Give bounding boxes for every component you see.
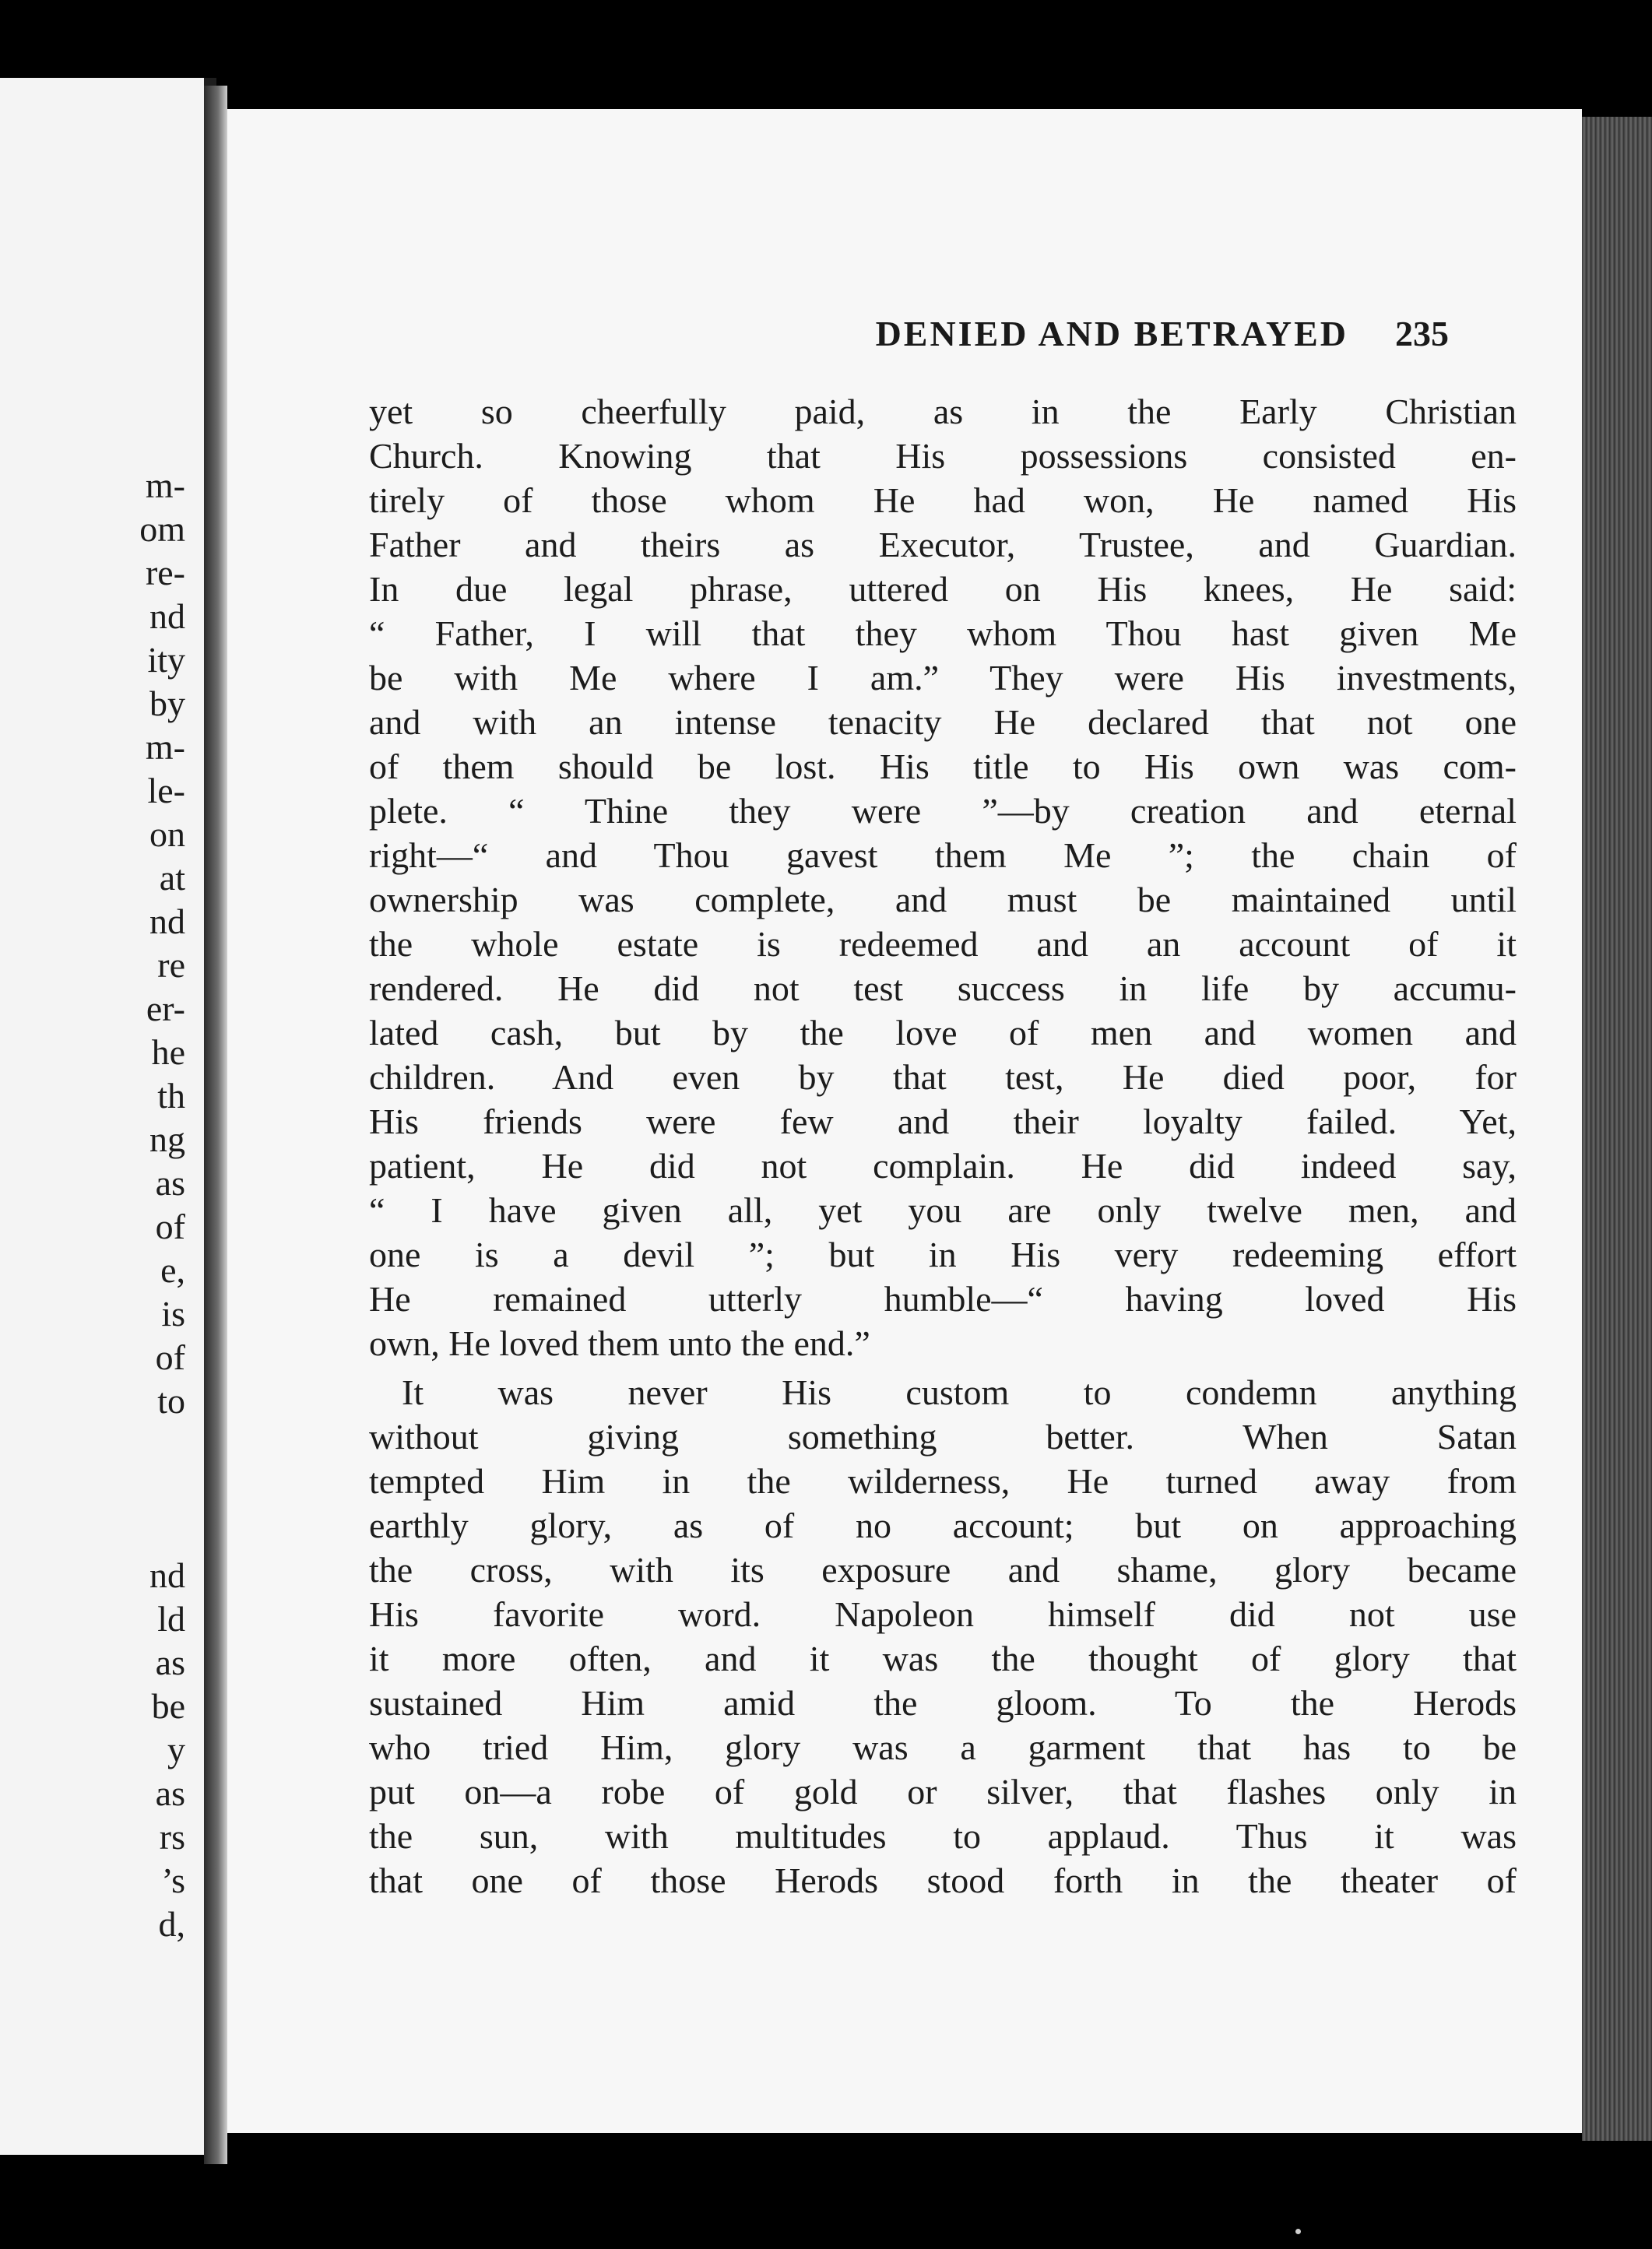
text-line: own, He loved them unto the end.” [369, 1323, 870, 1363]
previous-page-fragment: as [155, 1643, 185, 1682]
text-line: be with Me where I am.” They were His investments, [369, 658, 1517, 698]
previous-page-fragment: d, [158, 1904, 185, 1944]
previous-page-fragment: er- [146, 989, 185, 1028]
previous-page-fragment: be [151, 1686, 185, 1726]
previous-page-fragment: as [155, 1773, 185, 1813]
previous-page-fragment: ity [147, 640, 185, 680]
running-head: DENIED AND BETRAYED [875, 314, 1348, 353]
text-line: children. And even by that test, He died poor, for [369, 1057, 1517, 1097]
previous-page-fragment: m- [145, 727, 185, 767]
text-line: In due legal phrase, uttered on His knees, He said: [369, 569, 1517, 609]
previous-page-fragment: to [157, 1381, 185, 1421]
book-gutter-shadow [204, 86, 227, 2164]
previous-page-fragment: ’s [161, 1861, 185, 1900]
text-line: Church. Knowing that His possessions consisted en- [369, 436, 1517, 476]
text-line: tempted Him in the wilderness, He turned away from [369, 1461, 1517, 1501]
previous-page-fragment: re- [145, 553, 185, 592]
text-line: the whole estate is redeemed and an account of it [369, 924, 1517, 964]
previous-page-fragment: re [157, 945, 185, 985]
previous-page-fragment: as [155, 1163, 185, 1203]
text-line: plete. “ Thine they were ”—by creation and eternal [369, 791, 1517, 831]
text-line: rendered. He did not test success in life by accumu- [369, 968, 1517, 1008]
previous-page-fragment: nd [149, 901, 185, 941]
previous-page-fragment: is [161, 1294, 185, 1334]
text-line: who tried Him, glory was a garment that has to be [369, 1727, 1517, 1767]
text-line: without giving something better. When Satan [369, 1417, 1517, 1457]
page-number: 235 [1395, 314, 1449, 353]
text-line: lated cash, but by the love of men and women and [369, 1013, 1517, 1052]
page-edges [1582, 117, 1652, 2141]
previous-page-fragment: th [157, 1076, 185, 1116]
previous-page-fragment: om [139, 509, 185, 549]
text-line: one is a devil ”; but in His very redeeming effort [369, 1235, 1517, 1274]
text-line: of them should be lost. His title to His own was com- [369, 747, 1517, 786]
previous-page-fragment: at [159, 858, 185, 898]
scan-speck [1295, 2229, 1301, 2234]
text-line: His favorite word. Napoleon himself did not use [369, 1594, 1517, 1634]
previous-page-fragment: of [155, 1207, 185, 1246]
previous-page-fragment: nd [149, 1555, 185, 1595]
text-line: it more often, and it was the thought of glory that [369, 1639, 1517, 1678]
text-line: Father and theirs as Executor, Trustee, and Guardian. [369, 525, 1517, 564]
previous-page [0, 78, 216, 2155]
previous-page-fragment: e, [160, 1250, 185, 1290]
book-page [227, 109, 1582, 2133]
text-line: ownership was complete, and must be maintained until [369, 880, 1517, 919]
previous-page-fragment: ld [157, 1599, 185, 1639]
previous-page-fragment: he [151, 1032, 185, 1072]
text-line: and with an intense tenacity He declared that not one [369, 702, 1517, 742]
text-line: put on—a robe of gold or silver, that flashes only in [369, 1772, 1517, 1811]
previous-page-fragment: rs [159, 1817, 185, 1857]
text-line: earthly glory, as of no account; but on approaching [369, 1506, 1517, 1545]
text-line: yet so cheerfully paid, as in the Early Christian [369, 392, 1517, 431]
text-line: It was never His custom to condemn anything [402, 1372, 1517, 1412]
text-line: sustained Him amid the gloom. To the Herods [369, 1683, 1517, 1723]
text-line: His friends were few and their loyalty failed. Yet, [369, 1102, 1517, 1141]
text-line: that one of those Herods stood forth in the theater of [369, 1861, 1517, 1900]
previous-page-fragment: y [167, 1730, 185, 1769]
previous-page-fragment: m- [145, 466, 185, 505]
text-line: the cross, with its exposure and shame, glory became [369, 1550, 1517, 1590]
text-line: patient, He did not complain. He did indeed say, [369, 1146, 1517, 1186]
previous-page-fragment: on [149, 814, 185, 854]
text-line: He remained utterly humble—“ having loved His [369, 1279, 1517, 1319]
previous-page-fragment: of [155, 1337, 185, 1377]
text-line: “ Father, I will that they whom Thou hast given Me [369, 613, 1517, 653]
page-body-text [369, 389, 1517, 1903]
text-line: the sun, with multitudes to applaud. Thus it was [369, 1816, 1517, 1856]
previous-page-fragment: le- [147, 771, 185, 810]
previous-page-fragment: nd [149, 596, 185, 636]
previous-page-fragment: by [149, 683, 185, 723]
text-line: “ I have given all, yet you are only twelve men, and [369, 1190, 1517, 1230]
text-line: tirely of those whom He had won, He named His [369, 480, 1517, 520]
previous-page-fragment: ng [149, 1119, 185, 1159]
text-line: right—“ and Thou gavest them Me ”; the chain of [369, 835, 1517, 875]
